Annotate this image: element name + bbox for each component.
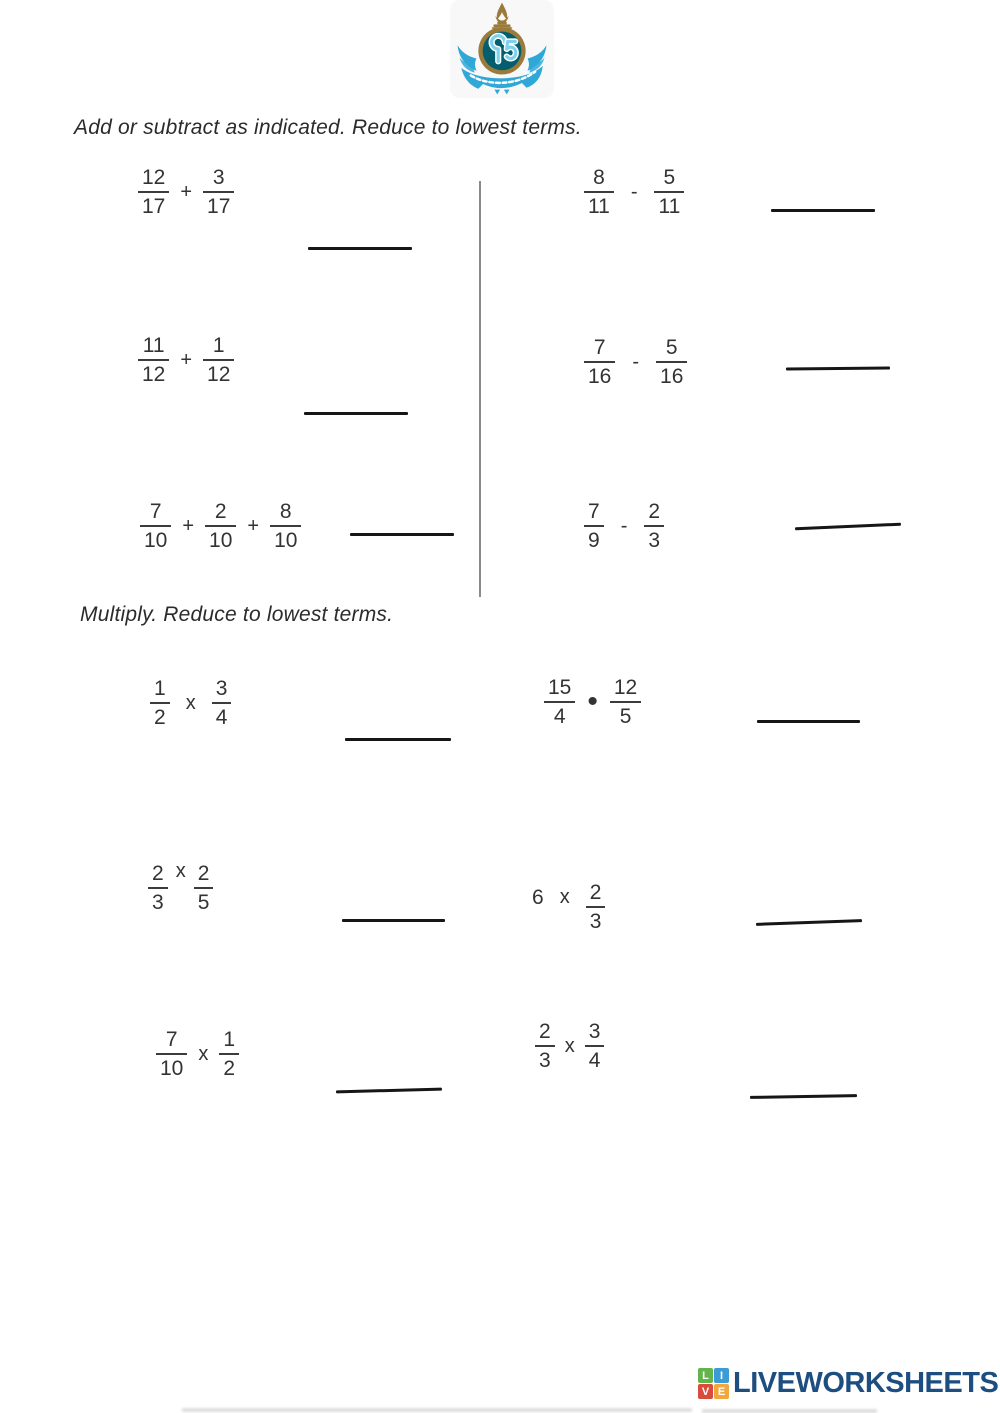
fraction [544,677,575,727]
fraction [203,167,234,217]
liveworksheets-tiles-icon [698,1368,729,1399]
numerator: 5 [663,166,676,189]
denominator: 10 [140,525,171,551]
problem-addsub-5 [140,501,301,551]
instruction-multiply: Multiply. Reduce to lowest terms. [80,603,394,626]
column-divider [479,181,481,597]
fraction [584,167,614,217]
answer-line-addsub-3[interactable] [304,412,408,415]
liveworksheets-logo [698,1367,998,1400]
answer-line-addsub-4[interactable] [786,367,890,371]
problem-addsub-4 [584,337,687,387]
numerator: 7 [593,336,606,359]
problem-multiply-1 [150,678,231,728]
operator: - [632,351,640,373]
numerator: 12 [142,166,166,189]
denominator: 5 [610,701,641,727]
answer-line-addsub-1[interactable] [308,247,412,250]
numerator: 12 [613,676,638,699]
denominator: 10 [205,525,236,551]
fraction [644,501,664,551]
operator: - [630,181,638,203]
fraction [156,1029,187,1079]
operator: x [564,1035,575,1057]
numerator: 15 [548,676,572,699]
fraction [138,167,169,217]
operator: + [180,349,193,371]
problem-addsub-1 [138,167,234,217]
fraction [140,501,171,551]
denominator: 2 [219,1053,239,1079]
numerator: 8 [279,500,292,523]
denominator: 11 [654,191,684,217]
operator: x [559,886,570,908]
problem-multiply-2 [544,677,641,727]
denominator: 12 [138,359,169,385]
school-crest-logo [450,0,554,98]
fraction [205,501,236,551]
problem-multiply-6 [535,1021,604,1071]
instruction-add-subtract: Add or subtract as indicated. Reduce to lowest terms. [74,116,582,139]
numerator: 2 [152,862,164,885]
numerator: 2 [589,881,602,904]
numerator: 2 [197,862,210,885]
fraction [535,1021,555,1071]
denominator: 10 [156,1053,187,1079]
numerator: 3 [588,1020,601,1043]
fraction [150,678,170,728]
answer-line-multiply-6[interactable] [750,1094,857,1099]
fraction [654,167,684,217]
denominator: 16 [656,361,687,387]
numerator: 3 [212,166,225,189]
denominator: 3 [644,525,664,551]
fraction [203,335,234,385]
answer-line-addsub-6[interactable] [795,523,901,531]
cutoff-print-artifact [182,1408,692,1412]
numerator: 8 [593,166,605,189]
answer-line-addsub-2[interactable] [771,209,875,212]
answer-line-multiply-5[interactable] [336,1088,442,1094]
operator: + [180,181,193,203]
brand-tile-e: E [714,1384,729,1399]
liveworksheets-wordmark: LIVEWORKSHEETS [733,1367,999,1399]
fraction [584,501,604,551]
brand-tile-v: V [698,1384,713,1399]
operator: x [175,860,186,882]
problem-multiply-5 [156,1029,239,1079]
answer-line-multiply-3[interactable] [342,919,445,922]
denominator: 17 [138,191,169,217]
operator: - [620,515,628,537]
answer-line-multiply-2[interactable] [757,720,860,723]
fraction [584,337,615,387]
denominator: 4 [212,702,232,728]
fraction [194,863,214,913]
numerator: 3 [215,677,228,700]
fraction [585,1021,605,1071]
fraction [586,882,606,932]
denominator: 4 [544,701,575,727]
numerator: 2 [214,500,227,523]
operator: x [198,1043,209,1065]
denominator: 16 [584,361,615,387]
denominator: 17 [203,191,234,217]
problem-addsub-3 [138,335,234,385]
numerator: 1 [223,1028,236,1051]
problem-addsub-2 [584,167,684,217]
problem-multiply-4 [532,882,605,932]
numerator: 1 [212,334,225,357]
numerator: 2 [539,1020,551,1043]
numerator: 7 [165,1028,178,1051]
answer-line-addsub-5[interactable] [350,533,454,536]
denominator: 5 [194,887,214,913]
denominator: 3 [586,906,606,932]
school-crest-graphic [450,0,554,98]
fraction [656,337,687,387]
fraction [270,501,301,551]
denominator: 2 [150,702,170,728]
operator: x [185,692,196,714]
answer-line-multiply-1[interactable] [345,738,451,741]
numerator: 7 [149,500,162,523]
denominator: 4 [585,1045,605,1071]
denominator: 12 [203,359,234,385]
numerator: 5 [665,336,678,359]
fraction [148,863,168,913]
operator: + [182,515,195,537]
fraction [610,677,641,727]
fraction [138,335,169,385]
denominator: 3 [148,887,168,913]
denominator: 9 [584,525,604,551]
cutoff-print-artifact [702,1409,877,1413]
numerator: 7 [588,500,600,523]
numerator: 2 [648,500,661,523]
problem-multiply-3 [148,860,213,914]
fraction [212,678,232,728]
operator: • [587,685,598,718]
problem-addsub-6 [584,501,664,551]
brand-tile-i: I [714,1368,729,1383]
whole-number: 6 [532,886,544,909]
numerator: 1 [154,677,166,700]
operator: + [247,515,260,537]
denominator: 10 [270,525,301,551]
answer-line-multiply-4[interactable] [756,919,862,926]
denominator: 11 [584,191,614,217]
denominator: 3 [535,1045,555,1071]
numerator: 11 [142,334,165,357]
fraction [219,1029,239,1079]
brand-tile-l: L [698,1368,713,1383]
